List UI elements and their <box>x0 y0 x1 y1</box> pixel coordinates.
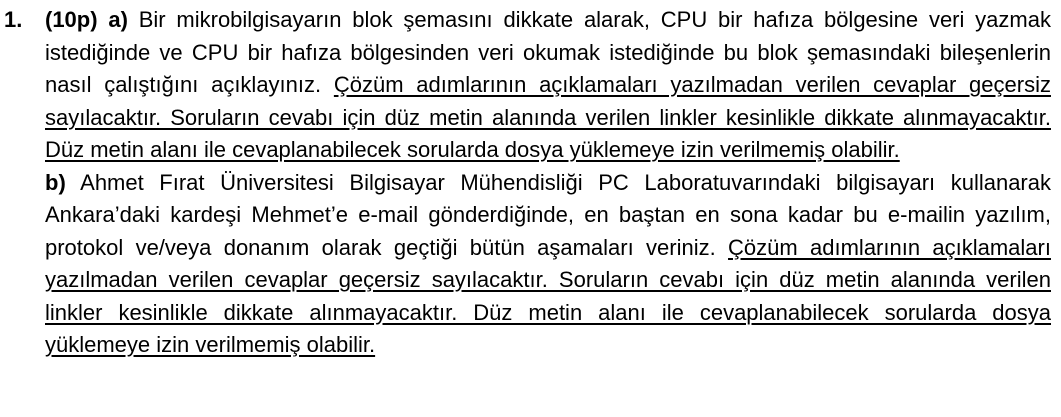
part-b-note: Çözüm adımlarının açıklamaları yazılmadan verilen cevaplar geçersiz sayılacaktır. Soruların cevabı için düz metin alanında verilen linkler kesinlikle dikkate alınmayacaktır. Düz metin alanı ile cevaplanabilecek sorularda dosya yüklemeye izin verilmemiş olabilir. <box>45 234 1051 357</box>
part-a-text: Bir mikrobilgisayarın blok şemasını dikkate alarak, CPU bir hafıza bölgesine veri yazmak istediğinde ve CPU bir hafıza bölgesinden veri okumak istediğinde bu blok şemasındaki bileşenlerin nasıl çalıştığını açıklayınız. <box>45 7 1051 97</box>
part-a-note: Çözüm adımlarının açıklamaları yazılmadan verilen cevaplar geçersiz sayılacaktır. Soruların cevabı için düz metin alanında verilen linkler kesinlikle dikkate alınmayacaktır. Düz metin alanı ile cevaplanabilecek sorularda dosya yüklemeye izin verilmemiş olabilir. <box>45 72 1051 162</box>
part-a-label: a) <box>108 7 128 32</box>
question-body <box>45 4 1051 362</box>
question-points: (10p) <box>45 7 98 32</box>
question-number: 1. <box>4 7 23 32</box>
part-b-label: b) <box>45 169 66 195</box>
part-a-paragraph <box>45 4 1051 167</box>
part-b-paragraph <box>45 167 1051 362</box>
part-b-text: Ahmet Fırat Üniversitesi Bilgisayar Mühendisliği PC Laboratuvarındaki bilgisayarı kullanarak Ankara’daki kardeşi Mehmet’e e-mail gönderdiğinde, en baştan en sona kadar bu e-mailin yazılım, protokol ve/veya donanım olarak geçtiği bütün aşamaları veriniz. <box>45 169 1051 260</box>
